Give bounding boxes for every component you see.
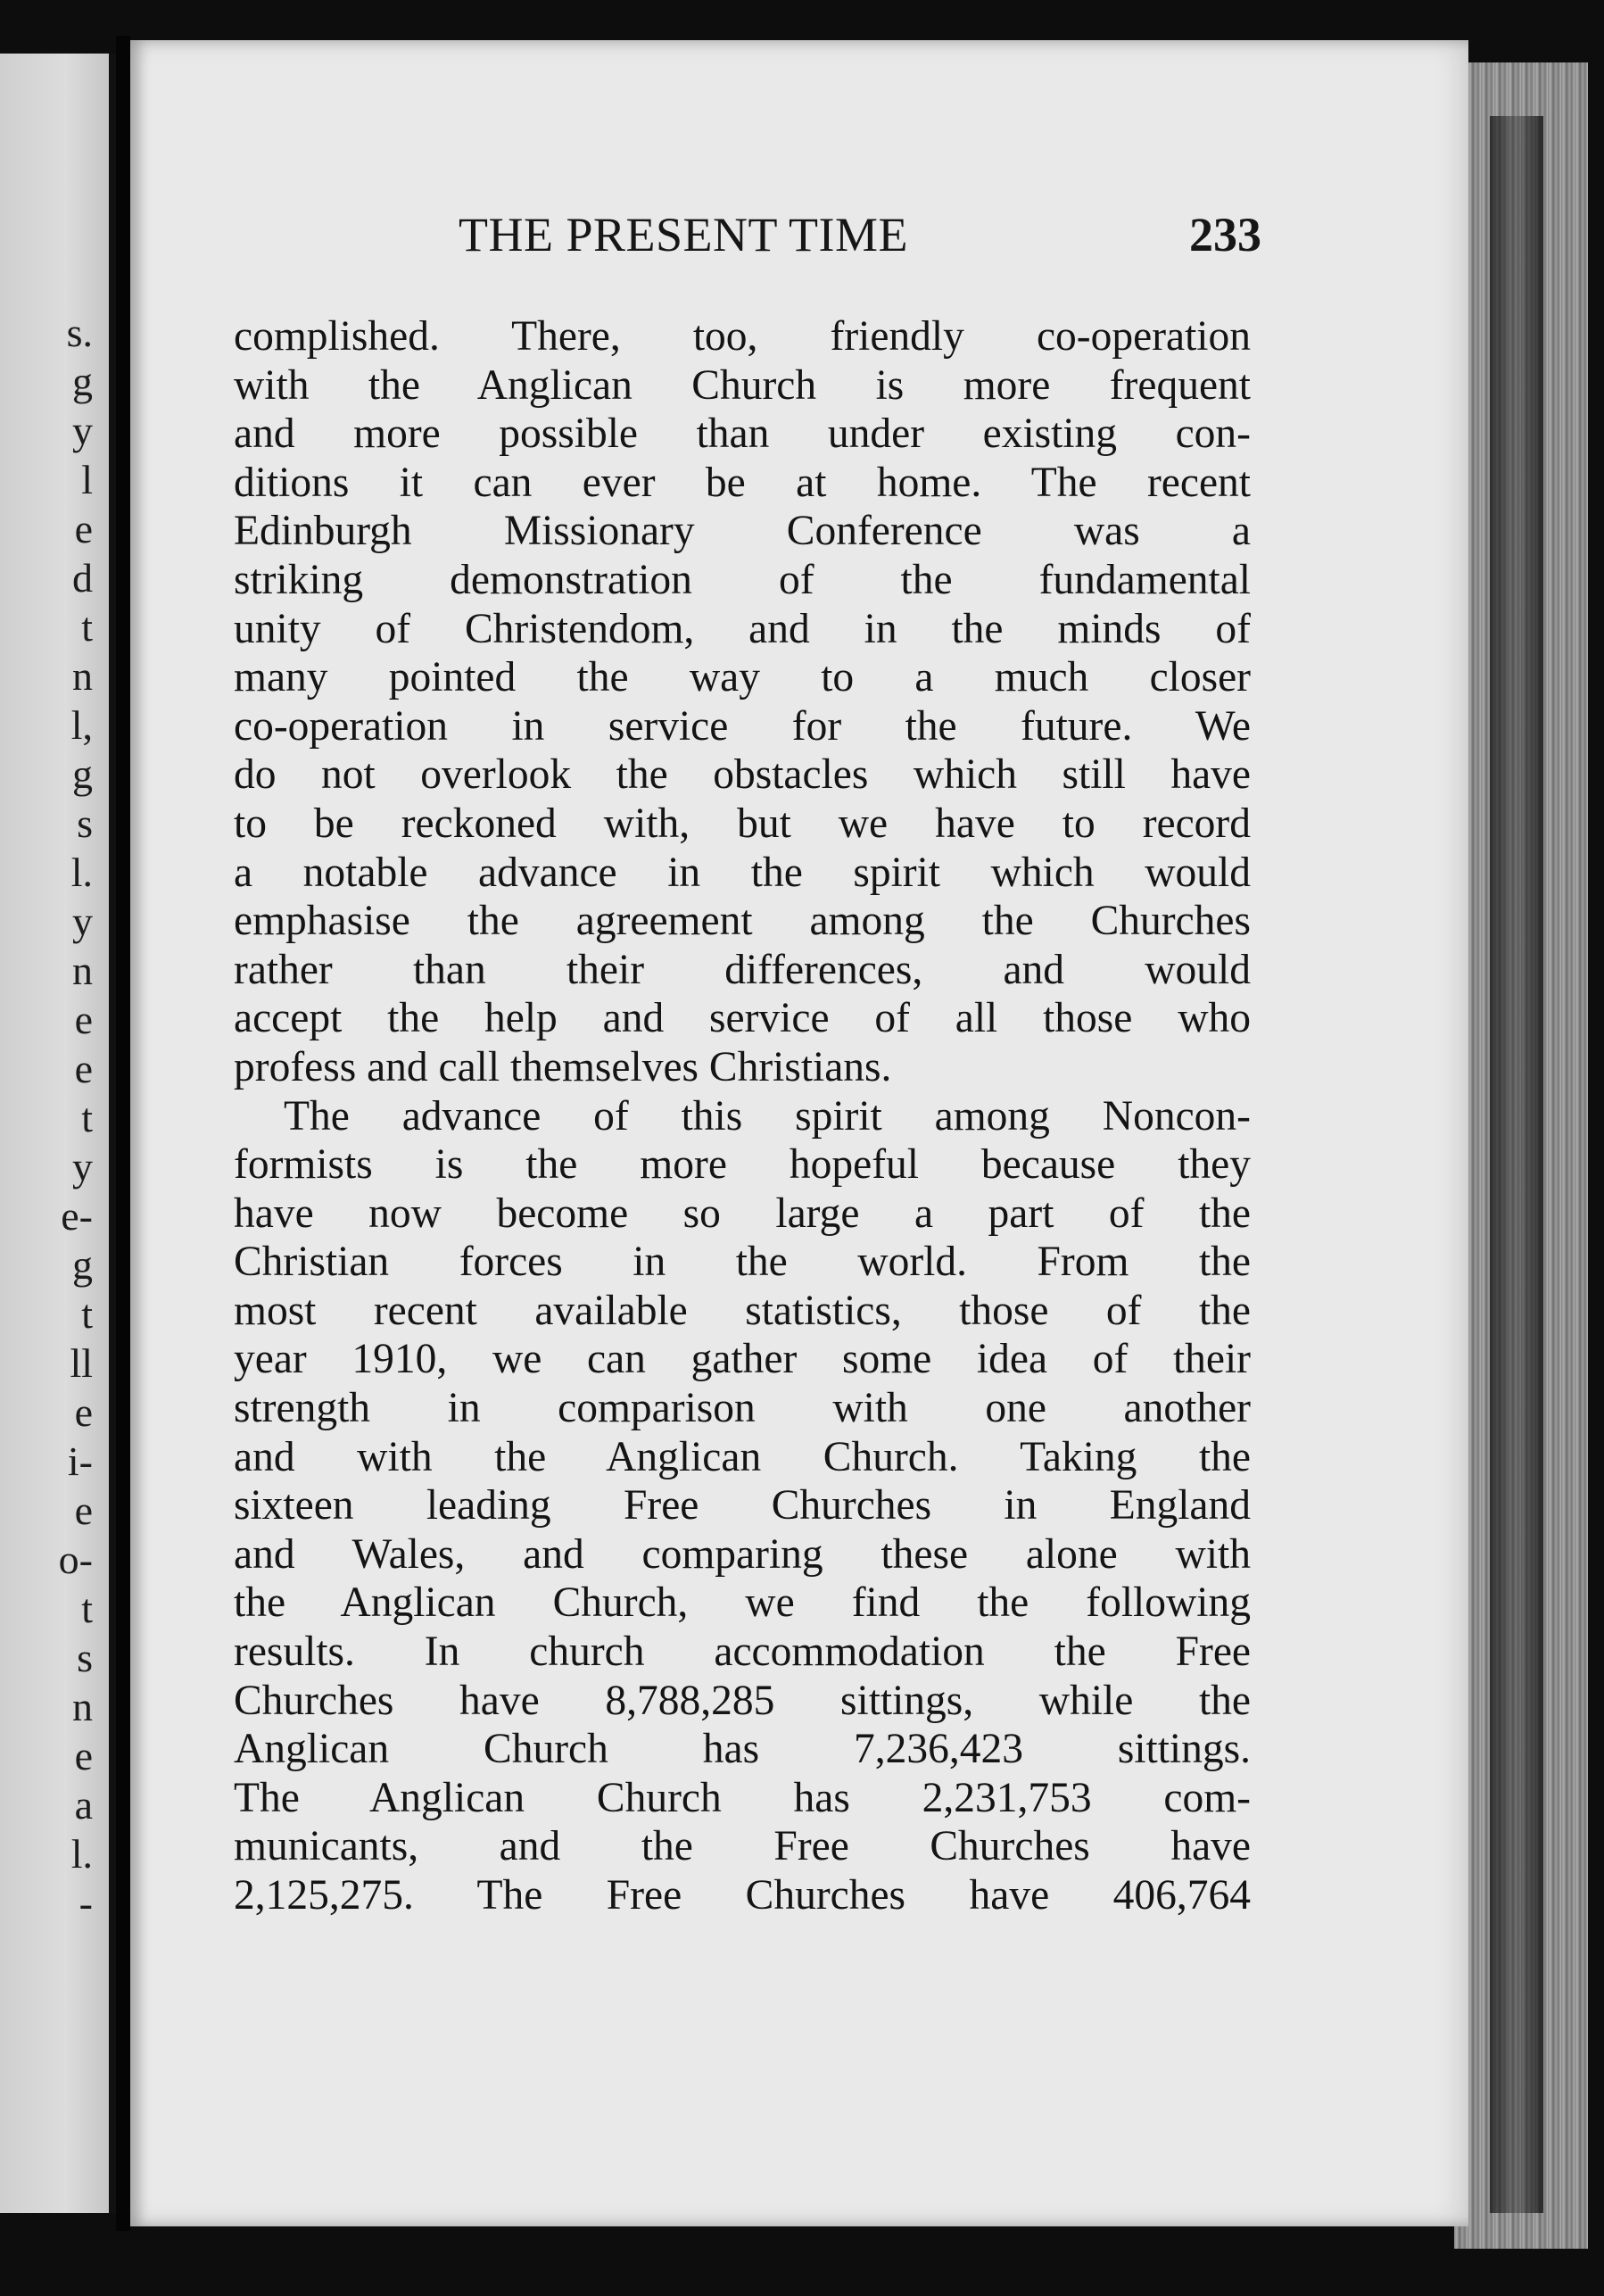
text-line: Anglican Church has 7,236,423 sittings.: [234, 1726, 1251, 1773]
fragment-line: y: [72, 408, 93, 453]
text-line: year 1910, we can gather some idea of their: [234, 1336, 1251, 1383]
text-line: accept the help and service of all those who: [234, 995, 1251, 1042]
text-line: Edinburgh Missionary Conference was a: [234, 508, 1251, 555]
text-line: Churches have 8,788,285 sittings, while the: [234, 1677, 1251, 1724]
fragment-line: e: [74, 506, 93, 551]
fragment-line: g: [72, 751, 93, 797]
text-line: profess and call themselves Christians.: [234, 1043, 892, 1090]
fragment-line: y: [72, 899, 93, 944]
fragment-line: l: [81, 457, 93, 502]
text-line: do not overlook the obstacles which still have: [234, 751, 1251, 799]
fragment-line: a: [74, 1782, 93, 1828]
text-line: strength in comparison with one another: [234, 1385, 1251, 1432]
text-line: striking demonstration of the fundamental: [234, 556, 1251, 603]
fragment-line: s: [77, 800, 93, 846]
text-line: and Wales, and comparing these alone with: [234, 1530, 1251, 1578]
fragment-line: o-: [58, 1537, 93, 1582]
fragment-line: d: [72, 555, 93, 601]
text-line: The Anglican Church has 2,231,753 com-: [234, 1774, 1251, 1821]
text-line: co-operation in service for the future. We: [234, 702, 1251, 750]
body-text: [234, 312, 1251, 1920]
text-line: formists is the more hopeful because they: [234, 1141, 1251, 1189]
fragment-line: y: [72, 1144, 93, 1189]
text-line: municants, and the Free Churches have: [234, 1823, 1251, 1870]
fragment-line: t: [81, 1095, 93, 1140]
text-line: The advance of this spirit among Noncon-: [284, 1092, 1251, 1140]
previous-page-text-fragments: [39, 308, 93, 1927]
fragment-line: n: [72, 948, 93, 993]
text-line: a notable advance in the spirit which would: [234, 849, 1251, 896]
text-line: unity of Christendom, and in the minds of: [234, 605, 1251, 652]
text-line: emphasise the agreement among the Churches: [234, 898, 1251, 945]
text-line: most recent available statistics, those of the: [234, 1287, 1251, 1334]
fragment-line: n: [72, 1684, 93, 1729]
fragment-line: t: [81, 1586, 93, 1631]
fragment-line: t: [81, 1291, 93, 1337]
fragment-line: t: [81, 604, 93, 650]
fragment-line: l.: [70, 850, 93, 895]
fragment-line: n: [72, 653, 93, 699]
running-head: [325, 207, 1261, 269]
fragment-line: e: [74, 1046, 93, 1091]
fragment-line: -: [79, 1880, 93, 1926]
fragment-line: e: [74, 1733, 93, 1778]
text-line: many pointed the way to a much closer: [234, 654, 1251, 701]
text-line: Christian forces in the world. From the: [234, 1239, 1251, 1286]
fragment-line: ll: [70, 1340, 93, 1386]
page-number: 233: [1189, 208, 1261, 261]
fragment-line: l.: [70, 1831, 93, 1877]
text-line: 2,125,275. The Free Churches have 406,764: [234, 1872, 1251, 1919]
fragment-line: g: [72, 359, 93, 404]
text-line: complished. There, too, friendly co-operation: [234, 313, 1251, 360]
text-line: results. In church accommodation the Free: [234, 1629, 1251, 1676]
fragment-line: s: [77, 1635, 93, 1680]
text-line: and with the Anglican Church. Taking the: [234, 1433, 1251, 1480]
text-line: with the Anglican Church is more frequent: [234, 361, 1251, 409]
text-line: the Anglican Church, we find the following: [234, 1579, 1251, 1627]
text-line: ditions it can ever be at home. The recent: [234, 459, 1251, 506]
fragment-line: g: [72, 1242, 93, 1288]
text-line: to be reckoned with, but we have to record: [234, 800, 1251, 847]
previous-page-edge: [0, 54, 118, 2213]
fragment-line: l,: [70, 702, 93, 748]
fragment-line: e: [74, 1488, 93, 1533]
running-title: THE PRESENT TIME: [459, 208, 909, 261]
fragment-line: i-: [67, 1438, 93, 1484]
text-line: rather than their differences, and would: [234, 946, 1251, 993]
page-edge-texture: [1454, 62, 1588, 2249]
text-line: sixteen leading Free Churches in England: [234, 1482, 1251, 1529]
fragment-line: e-: [61, 1193, 93, 1239]
fragment-line: e: [74, 1389, 93, 1435]
book-gutter: [116, 36, 130, 2231]
text-line: and more possible than under existing con-: [234, 410, 1251, 458]
fragment-line: e: [74, 997, 93, 1042]
fragment-line: s.: [66, 310, 93, 355]
text-line: have now become so large a part of the: [234, 1189, 1251, 1237]
